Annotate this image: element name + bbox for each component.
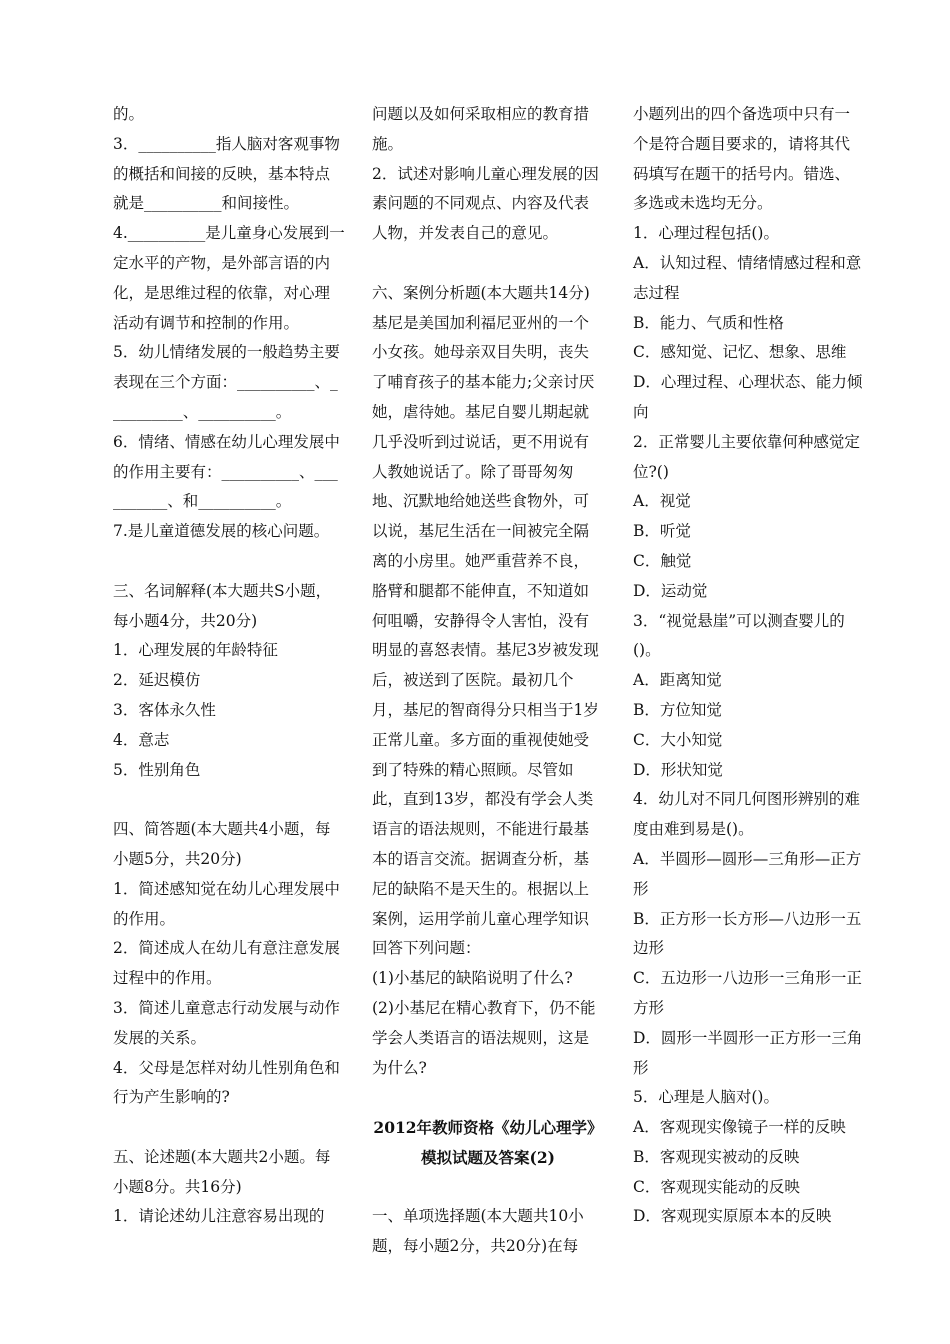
paragraph: C．客观现实能动的反映	[633, 1177, 800, 1196]
paragraph: 1．简述感知觉在幼儿心理发展中的作用。	[113, 879, 340, 928]
paragraph: 2．试述对影响儿童心理发展的因素问题的不同观点、内容及代表人物，并发表自己的意见。	[372, 164, 599, 243]
paragraph: 四、简答题(本大题共4小题，每小题5分，共20分)	[113, 820, 331, 868]
paragraph: C．触觉	[633, 551, 692, 570]
paragraph-gap	[372, 1083, 604, 1113]
paragraph: (2)小基尼在精心教育下，仍不能学会人类语言的语法规则，这是为什么?	[372, 998, 596, 1077]
paragraph: 五、论述题(本大题共2小题。每小题8分。共16分)	[113, 1147, 331, 1196]
paragraph: 4．幼儿对不同几何图形辨别的难度由难到易是()。	[633, 790, 860, 839]
paragraph: A．认知过程、情绪情感过程和意志过程	[633, 253, 862, 302]
paragraph-gap	[372, 249, 604, 279]
paragraph: 1．心理发展的年龄特征	[113, 641, 278, 660]
paragraph: 1．心理过程包括()。	[633, 224, 779, 243]
paragraph: 6．情绪、情感在幼儿心理发展中的作用主要有：__________、__________、和__________。	[113, 432, 340, 511]
paragraph: 2012年教师资格《幼儿心理学》模拟试题及答案(2)	[373, 1118, 603, 1167]
paragraph: 三、名词解释(本大题共S小题，每小题4分，共20分)	[113, 581, 332, 630]
paragraph: 3．“视觉悬崖”可以测查婴儿的()。	[633, 611, 845, 660]
paragraph: A．距离知觉	[633, 671, 722, 690]
paragraph: C．感知觉、记忆、想象、思维	[633, 343, 847, 362]
paragraph-gap	[372, 1173, 604, 1203]
paragraph: (1)小基尼的缺陷说明了什么?	[372, 969, 573, 988]
paragraph: 3．__________指人脑对客观事物的概括和间接的反映，基本特点就是__________和间接性。	[113, 134, 340, 213]
paragraph: 小题列出的四个备选项中只有一个是符合题目要求的，请将其代码填写在题干的括号内。错选、多选或未选均无分。	[633, 105, 851, 213]
paragraph: 的。	[113, 105, 145, 123]
paragraph: 4.__________是儿童身心发展到一定水平的产物，是外部言语的内化，是思维过程的依靠，对心理活动有调节和控制的作用。	[113, 224, 345, 332]
paragraph: 4．意志	[113, 730, 170, 749]
paragraph: C．大小知觉	[633, 730, 723, 749]
paragraph-gap	[113, 547, 345, 577]
paragraph: 2．简述成人在幼儿有意注意发展过程中的作用。	[113, 939, 340, 988]
paragraph: A．客观现实像镜子一样的反映	[633, 1118, 846, 1137]
paragraph: D．形状知觉	[633, 760, 723, 779]
paragraph: B．能力、气质和性格	[633, 313, 784, 332]
text-column-1	[113, 100, 345, 1232]
paragraph: 1．请论述幼儿注意容易出现的	[113, 1207, 325, 1226]
paragraph: 3．简述儿童意志行动发展与动作发展的关系。	[113, 998, 340, 1047]
text-column-2	[372, 100, 604, 1262]
paragraph: 问题以及如何采取相应的教育措施。	[372, 105, 590, 153]
paragraph: B．方位知觉	[633, 700, 722, 719]
paragraph: B．客观现实被动的反映	[633, 1147, 800, 1166]
paragraph: 基尼是美国加利福尼亚州的一个小女孩。她母亲双目失明，丧失了哺育孩子的基本能力;父亲讨厌她，虐待她。基尼自婴儿期起就几乎没听到过说话，更不用说有人教她说话了。除了哥哥匆匆地、沉默地给她送些食物外，可以说，基尼生活在一间被完全隔离的小房里。她严重营养不良，胳臂和腿都不能伸直，不知道如何咀嚼，安静得令人害怕，没有明显的喜怒表情。基尼3岁被发现后，被送到了医院。最初几个月，基尼的智商得分只相当于1岁正常儿童。多方面的重视使她受到了特殊的精心照顾。尽管如此，直到13岁，都没有学会人类语言的语法规则，不能进行最基本的语言交流。据调查分析，基尼的缺陷不是天生的。根据以上案例，运用学前儿童心理学知识回答下列问题：	[372, 313, 599, 958]
paragraph: 7.是儿童道德发展的核心问题。	[113, 522, 330, 541]
paragraph: A．半圆形—圆形—三角形—正方形	[633, 849, 862, 898]
paragraph: D．客观现实原原本本的反映	[633, 1207, 832, 1226]
text-column-3	[633, 100, 865, 1232]
paragraph: 2．延迟模仿	[113, 671, 201, 690]
paragraph: D．圆形一半圆形一正方形一三角形	[633, 1028, 863, 1077]
paragraph-gap	[113, 1113, 345, 1143]
paragraph: 3．客体永久性	[113, 700, 216, 719]
paragraph: D．心理过程、心理状态、能力倾向	[633, 373, 863, 421]
paragraph: C．五边形一八边形一三角形一正方形	[633, 969, 862, 1017]
paragraph: 5．性别角色	[113, 760, 201, 779]
paragraph: 5．幼儿情绪发展的一般趋势主要表现在三个方面：__________、__________、__________。	[113, 343, 340, 421]
paragraph: 4．父母是怎样对幼儿性别角色和行为产生影响的?	[113, 1058, 340, 1107]
paragraph: B．正方形一长方形—八边形一五边形	[633, 909, 862, 958]
paragraph: 5．心理是人脑对()。	[633, 1088, 779, 1107]
paragraph: D．运动觉	[633, 581, 708, 600]
paragraph: B．听觉	[633, 522, 691, 541]
paragraph: 六、案例分析题(本大题共14分)	[372, 283, 590, 302]
paragraph-gap	[113, 785, 345, 815]
paragraph: 一、单项选择题(本大题共10小题，每小题2分，共20分)在每	[372, 1207, 584, 1256]
paragraph: 2．正常婴儿主要依靠何种感觉定位?()	[633, 432, 860, 481]
paragraph: A．视觉	[633, 492, 691, 511]
